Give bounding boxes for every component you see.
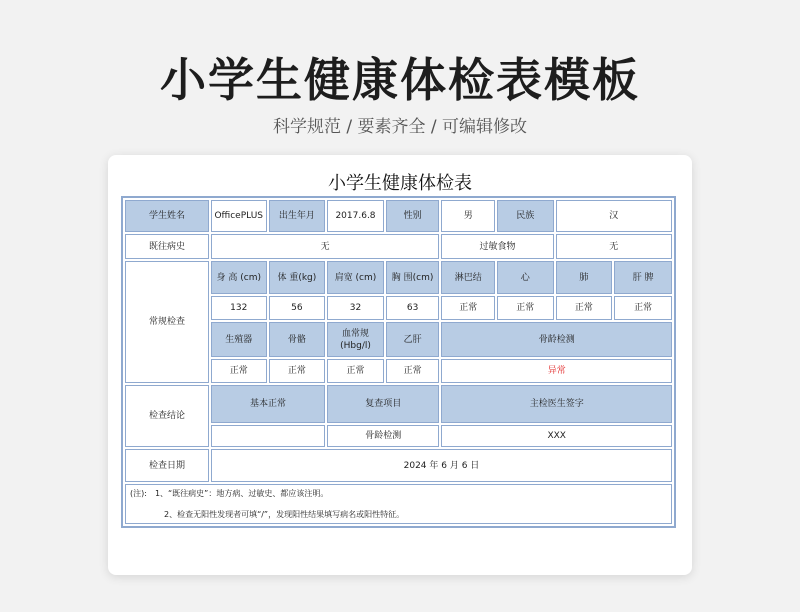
- allergy-value[interactable]: 无: [556, 234, 672, 259]
- routine-header: 骨骼: [269, 322, 326, 357]
- routine-header: 乙肝: [386, 322, 440, 357]
- routine-header: 骨龄检测: [441, 322, 672, 357]
- gender-value[interactable]: 男: [441, 200, 495, 232]
- history-label: 既往病史: [125, 234, 209, 259]
- routine-label: 常规检查: [125, 261, 209, 383]
- document-title: 小学生健康体检表: [328, 173, 472, 194]
- row-conclusion-headers: [125, 385, 672, 423]
- routine-value[interactable]: 正常: [327, 359, 384, 383]
- routine-header: 心: [497, 261, 554, 294]
- routine-header: 身 高 (cm): [211, 261, 267, 294]
- ethnicity-value[interactable]: 汉: [556, 200, 672, 232]
- notes-line-2: 2、检查无阳性发现者可填“/”，发现阳性结果填写病名或阳性特征。: [164, 510, 405, 519]
- notes-prefix: (注):: [130, 489, 147, 498]
- gender-label: 性别: [386, 200, 440, 232]
- routine-header: 肝 脾: [614, 261, 672, 294]
- routine-header: 胸 围(cm): [386, 261, 440, 294]
- routine-value[interactable]: 正常: [497, 296, 554, 320]
- routine-value[interactable]: 63: [386, 296, 440, 320]
- routine-header: 肩宽 (cm): [327, 261, 384, 294]
- hero-title: 小学生健康体检表模板: [160, 53, 640, 107]
- routine-header: 体 重(kg): [269, 261, 326, 294]
- document-card: [108, 155, 692, 575]
- allergy-label: 过敏食物: [441, 234, 553, 259]
- routine-value[interactable]: 正常: [614, 296, 672, 320]
- routine-header: 生殖器: [211, 322, 267, 357]
- date-label: 检查日期: [125, 449, 209, 482]
- routine-value[interactable]: 正常: [386, 359, 440, 383]
- conclusion-header: 基本正常: [211, 385, 325, 423]
- conclusion-header: 复查项目: [327, 385, 439, 423]
- routine-value[interactable]: 正常: [441, 296, 495, 320]
- conclusion-header: 主检医生签字: [441, 385, 672, 423]
- dob-value[interactable]: 2017.6.8: [327, 200, 384, 232]
- routine-value[interactable]: 正常: [211, 359, 267, 383]
- routine-header: 淋巴结: [441, 261, 495, 294]
- routine-value[interactable]: 32: [327, 296, 384, 320]
- history-value[interactable]: 无: [211, 234, 439, 259]
- date-value[interactable]: 2024 年 6 月 6 日: [211, 449, 672, 482]
- routine-header: 血常规 (Hbg/l): [327, 322, 384, 357]
- row-date: [125, 449, 672, 482]
- notes-line-1: 1、“既往病史”：地方病、过敏史、都应该注明。: [154, 489, 329, 498]
- health-exam-table: [123, 198, 674, 526]
- routine-value[interactable]: 正常: [556, 296, 613, 320]
- ethnicity-label: 民族: [497, 200, 554, 232]
- row-history: [125, 234, 672, 259]
- notes: [125, 484, 672, 524]
- name-value[interactable]: OfficePLUS: [211, 200, 267, 232]
- routine-value[interactable]: 正常: [269, 359, 326, 383]
- conclusion-label: 检查结论: [125, 385, 209, 447]
- routine-value[interactable]: 56: [269, 296, 326, 320]
- routine-value[interactable]: 132: [211, 296, 267, 320]
- bone-age-result[interactable]: 异常: [441, 359, 672, 383]
- dob-label: 出生年月: [269, 200, 326, 232]
- conclusion-value[interactable]: 骨龄检测: [327, 425, 439, 447]
- routine-header: 肺: [556, 261, 613, 294]
- conclusion-value[interactable]: XXX: [441, 425, 672, 447]
- hero-subtitle: 科学规范 / 要素齐全 / 可编辑修改: [272, 117, 528, 137]
- name-label: 学生姓名: [125, 200, 209, 232]
- conclusion-value[interactable]: [211, 425, 325, 447]
- row-basic-info: [125, 200, 672, 232]
- row-notes: [125, 484, 672, 524]
- row-routine-headers-1: [125, 261, 672, 294]
